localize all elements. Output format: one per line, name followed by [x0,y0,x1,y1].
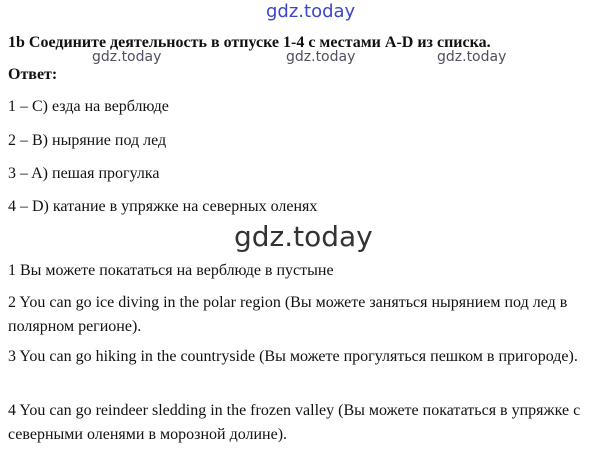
sentence-4: 4 You can go reindeer sledding in the frozen valley (Вы можете покататься в упряжке с северными оленями в морозной долине). [8,402,581,443]
watermark-row-1: gdz.today [92,49,162,65]
watermark-top: gdz.today [266,1,356,22]
answer-label: Ответ: [8,66,58,83]
answer-item-2: 2 – B) ныряние под лед [8,132,167,149]
answer-item-1: 1 – C) езда на верблюде [8,98,169,115]
watermark-row-2: gdz.today [286,49,356,65]
sentence-1: 1 Вы можете покататься на верблюде в пустыне [8,262,334,279]
sentence-3: 3 You can go hiking in the countryside (Вы можете прогуляться пешком в пригороде). [8,348,578,365]
watermark-middle: gdz.today [234,220,373,253]
answer-item-3: 3 – A) пешая прогулка [8,165,160,182]
task-title: 1b Соедините деятельность в отпуске 1-4 с местами A-D из списка. [8,34,491,51]
sentence-2: 2 You can go ice diving in the polar region (Вы можете заняться нырянием под лед в полярном регионе). [8,294,568,335]
watermark-row-3: gdz.today [437,49,507,65]
answer-item-4: 4 – D) катание в упряжке на северных оленях [8,198,318,215]
